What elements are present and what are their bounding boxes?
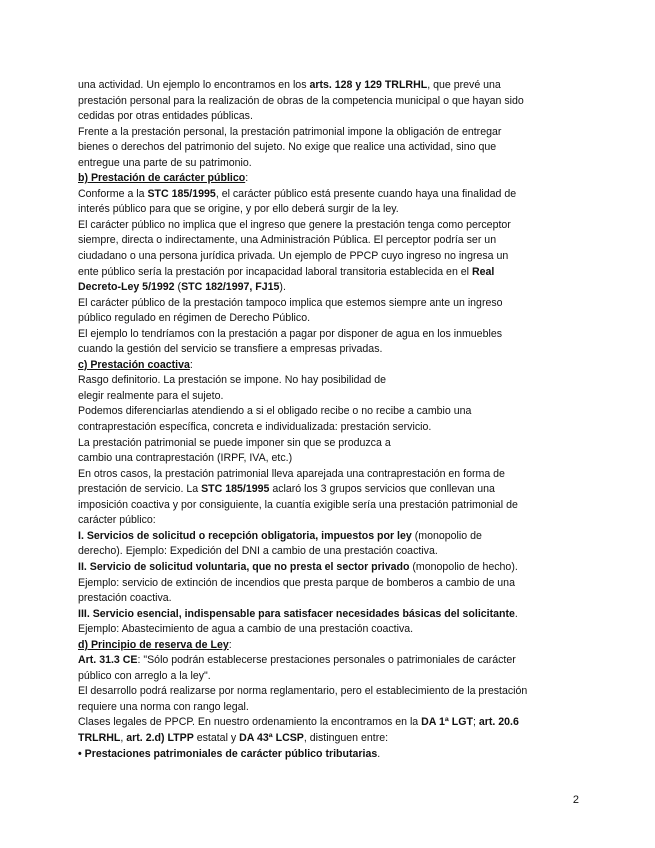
text-line: [78, 140, 583, 156]
text-segment: , que prevé una: [427, 79, 501, 91]
text-line: [78, 109, 583, 125]
text-line: [78, 94, 583, 110]
text-segment: ;: [472, 716, 479, 729]
bold-text: I. Servicios de solicitud o recepción obligatoria, impuestos por ley: [78, 529, 412, 542]
text-line: [78, 233, 583, 249]
text-segment: carácter público:: [78, 514, 156, 527]
text-line: [78, 389, 583, 405]
text-line: [78, 358, 583, 374]
bold-text: STC 182/1997, FJ15: [181, 281, 280, 294]
text-segment: :: [245, 172, 249, 185]
text-segment: ).: [279, 281, 286, 294]
text-line: [78, 436, 583, 452]
text-segment: :: [228, 638, 232, 651]
bold-text: STC 185/1995: [147, 187, 216, 200]
text-segment: Rasgo definitorio. La prestación se impone. No hay posibilidad de: [78, 374, 386, 387]
bold-text: arts. 128 y 129 TRLRHL: [309, 79, 428, 91]
text-segment: El desarrollo podrá realizarse por norma reglamentario, pero el establecimiento de la prestación: [78, 685, 528, 698]
text-segment: derecho). Ejemplo: Expedición del DNI a cambio de una prestación coactiva.: [78, 545, 438, 558]
text-line: [78, 560, 583, 576]
text-segment: una actividad. Un ejemplo lo encontramos en los: [78, 79, 310, 91]
text-segment: (monopolio de: [411, 529, 482, 542]
text-segment: entregue una parte de su patrimonio.: [78, 156, 252, 169]
page-number: 2: [572, 794, 579, 806]
text-segment: .: [377, 747, 381, 760]
text-line: [78, 342, 583, 358]
text-line: [78, 125, 583, 141]
text-line: [78, 638, 583, 654]
text-line: [78, 731, 583, 747]
text-line: [78, 747, 583, 763]
text-line: [78, 451, 583, 467]
bold-text: art. 20.6: [478, 716, 519, 729]
bold-text: DA 1ª LGT: [421, 716, 473, 729]
text-segment: (: [174, 281, 182, 294]
bold-text: d) Principio de reserva de Ley: [78, 638, 229, 651]
text-line: [78, 171, 583, 187]
text-segment: prestación de servicio. La: [78, 483, 202, 496]
text-line: [78, 373, 583, 389]
text-segment: , distinguen entre:: [303, 731, 389, 744]
bold-text: DA 43ª LCSP: [239, 731, 304, 744]
text-line: [78, 311, 583, 327]
text-segment: bienes o derechos del patrimonio del sujeto. No exige que realice una actividad, sino que: [78, 141, 497, 154]
text-line: [78, 529, 583, 545]
text-segment: El carácter público no implica que el ingreso que genere la prestación tenga como perceptor: [78, 218, 511, 231]
bold-text: Decreto-Ley 5/1992: [78, 281, 175, 294]
text-line: [78, 156, 583, 172]
text-segment: Ejemplo: servicio de extinción de incendios que presta parque de bomberos a cambio de una: [78, 576, 515, 589]
bold-text: c) Prestación coactiva: [78, 358, 190, 371]
text-line: [78, 78, 583, 94]
text-segment: (monopolio de hecho).: [409, 560, 518, 573]
text-segment: : "Sólo podrán establecerse prestaciones personales o patrimoniales de carácter: [137, 654, 516, 667]
text-line: [78, 187, 583, 203]
text-segment: siempre, directa o indirectamente, una Administración Pública. El perceptor podría ser un: [78, 234, 497, 247]
text-line: [78, 576, 583, 592]
text-segment: prestación coactiva.: [78, 592, 172, 605]
text-segment: Clases legales de PPCP. En nuestro ordenamiento la encontramos en la: [78, 716, 422, 729]
text-line: [78, 218, 583, 234]
text-line: [78, 296, 583, 312]
text-segment: Podemos diferenciarlas atendiendo a si el obligado recibe o no recibe a cambio una: [78, 405, 472, 418]
text-line: [78, 265, 583, 281]
bold-text: II. Servicio de solicitud voluntaria, que no presta el sector privado: [78, 560, 410, 573]
text-segment: cambio una contraprestación (IRPF, IVA, etc.): [78, 452, 293, 465]
text-segment: cedidas por otras entidades públicas.: [78, 110, 253, 123]
bold-text: • Prestaciones patrimoniales de carácter público tributarias: [78, 747, 378, 760]
text-line: [78, 700, 583, 716]
bold-text: art. 2.d) LTPP: [126, 731, 194, 744]
text-segment: :: [189, 358, 193, 371]
text-segment: contraprestación específica, concreta e individualizada: prestación servicio.: [78, 421, 432, 434]
text-segment: cuando la gestión del servicio se transfiere a empresas privadas.: [78, 343, 383, 356]
text-segment: estatal y: [193, 731, 240, 744]
text-line: [78, 249, 583, 265]
bold-text: Art. 31.3 CE: [78, 654, 138, 667]
text-segment: El ejemplo lo tendríamos con la prestación a pagar por disponer de agua en los inmuebles: [78, 327, 503, 340]
text-segment: En otros casos, la prestación patrimonial lleva aparejada una contraprestación en forma de: [78, 467, 505, 480]
text-line: [78, 420, 583, 436]
text-line: [78, 280, 583, 296]
bold-text: STC 185/1995: [201, 483, 270, 496]
text-line: [78, 684, 583, 700]
text-segment: .: [514, 607, 518, 620]
text-line: [78, 404, 583, 420]
text-line: [78, 715, 583, 731]
text-segment: público regulado en régimen de Derecho Público.: [78, 312, 311, 325]
text-segment: La prestación patrimonial se puede imponer sin que se produzca a: [78, 436, 391, 449]
text-line: [78, 498, 583, 514]
text-line: [78, 513, 583, 529]
text-line: [78, 653, 583, 669]
text-line: [78, 202, 583, 218]
text-line: [78, 327, 583, 343]
text-segment: , el carácter público está presente cuando haya una finalidad de: [215, 187, 517, 200]
text-line: [78, 622, 583, 638]
bold-text: Real: [471, 265, 495, 278]
document-body: [78, 78, 583, 762]
text-line: [78, 669, 583, 685]
text-segment: ,: [120, 731, 127, 744]
text-segment: Ejemplo: Abastecimiento de agua a cambio de una prestación coactiva.: [78, 623, 414, 636]
text-segment: ente público sería la prestación por incapacidad laboral transitoria establecida en el: [78, 265, 472, 278]
text-line: [78, 591, 583, 607]
text-segment: Frente a la prestación personal, la prestación patrimonial impone la obligación de entregar: [78, 125, 502, 138]
text-segment: El carácter público de la prestación tampoco implica que estemos siempre ante un ingreso: [78, 296, 503, 309]
text-line: [78, 607, 583, 623]
text-line: [78, 544, 583, 560]
text-segment: aclaró los 3 grupos servicios que conllevan una: [269, 483, 495, 496]
bold-text: III. Servicio esencial, indispensable para satisfacer necesidades básicas del solicitante: [78, 607, 515, 620]
text-segment: prestación personal para la realización de obras de la competencia municipal o que hayan sido: [78, 94, 524, 107]
text-segment: requiere una norma con rango legal.: [78, 700, 249, 713]
text-segment: Conforme a la: [78, 187, 148, 200]
text-segment: imposición coactiva y por consiguiente, la cuantía exigible sería una prestación patrimonial de: [78, 498, 518, 511]
text-line: [78, 467, 583, 483]
text-line: [78, 482, 583, 498]
text-segment: ciudadano o una persona jurídica privada. Un ejemplo de PPCP cuyo ingreso no ingresa un: [78, 250, 509, 263]
text-segment: público con arreglo a la ley".: [78, 669, 211, 682]
text-segment: elegir realmente para el sujeto.: [78, 389, 224, 402]
text-segment: interés público para que se origine, y por ello deberá surgir de la ley.: [78, 203, 399, 216]
bold-text: TRLRHL: [78, 731, 121, 744]
bold-text: b) Prestación de carácter público: [78, 172, 246, 185]
